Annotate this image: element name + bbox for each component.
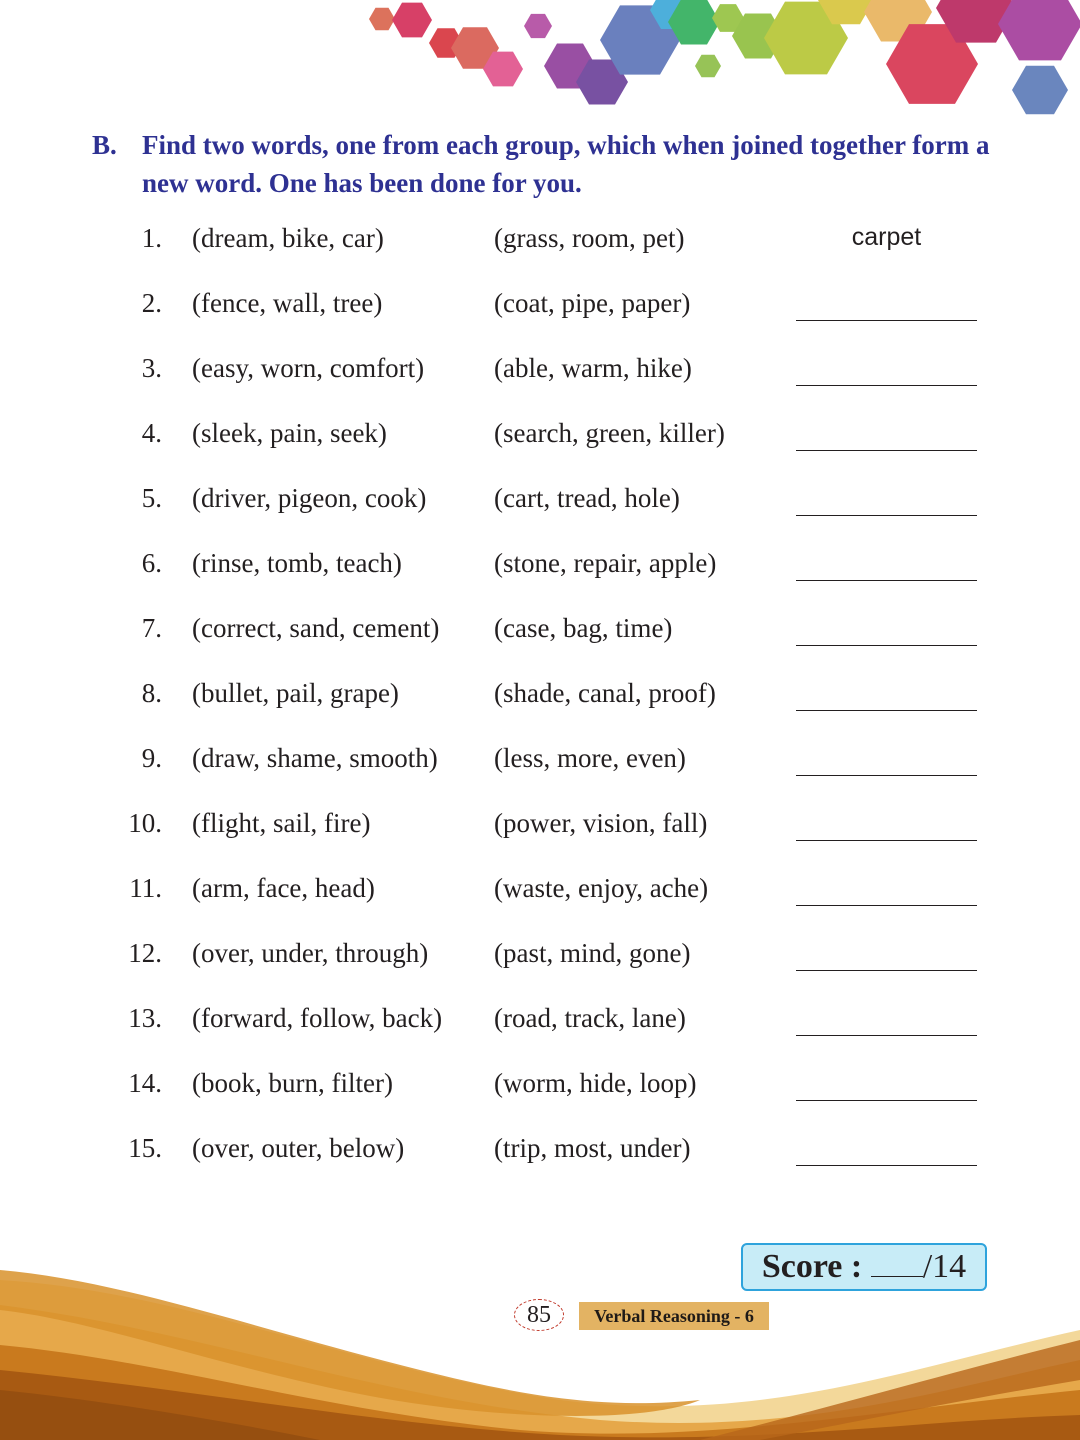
answer-blank[interactable] [796, 938, 977, 971]
word-group-1: (arm, face, head) [192, 873, 375, 903]
word-group-1: (draw, shame, smooth) [192, 743, 438, 773]
word-group-2: (grass, room, pet) [494, 223, 685, 253]
exercise-row [0, 1003, 1080, 1049]
word-group-2: (able, warm, hike) [494, 353, 692, 383]
hexagon-shape [392, 3, 432, 38]
answer-blank[interactable] [796, 613, 977, 646]
hexagon-shape [998, 0, 1080, 60]
answer-blank[interactable] [796, 808, 977, 841]
word-group-2: (trip, most, under) [494, 1133, 691, 1163]
row-number: 2. [141, 288, 162, 318]
exercise-row [0, 548, 1080, 594]
word-group-2: (road, track, lane) [494, 1003, 686, 1033]
book-title-tag: Verbal Reasoning - 6 [579, 1302, 769, 1330]
row-number: 7. [141, 613, 162, 643]
hexagon-shape [369, 8, 395, 31]
row-number: 11. [129, 873, 162, 903]
row-number: 3. [141, 353, 162, 383]
row-number: 1. [141, 223, 162, 253]
answer-blank[interactable] [796, 1003, 977, 1036]
exercise-row [0, 808, 1080, 854]
decorative-hexagon-banner [0, 0, 1080, 130]
answer-blank[interactable] [796, 548, 977, 581]
score-total: /14 [922, 1248, 967, 1285]
row-number: 8. [141, 678, 162, 708]
exercise-row [0, 938, 1080, 984]
word-group-2: (coat, pipe, paper) [494, 288, 691, 318]
word-group-1: (flight, sail, fire) [192, 808, 371, 838]
exercise-row [0, 873, 1080, 919]
word-group-1: (rinse, tomb, teach) [192, 548, 402, 578]
word-group-2: (less, more, even) [494, 743, 686, 773]
answer-blank[interactable] [796, 1133, 977, 1166]
word-group-1: (driver, pigeon, cook) [192, 483, 427, 513]
row-number: 4. [141, 418, 162, 448]
row-number: 12. [128, 938, 162, 968]
word-group-2: (stone, repair, apple) [494, 548, 717, 578]
word-group-1: (easy, worn, comfort) [192, 353, 425, 383]
word-group-1: (bullet, pail, grape) [192, 678, 399, 708]
hexagon-shape [524, 14, 552, 38]
exercise-row [0, 288, 1080, 334]
exercise-row [0, 223, 1080, 269]
score-blank[interactable] [871, 1246, 923, 1277]
row-number: 10. [128, 808, 162, 838]
exercise-row [0, 483, 1080, 529]
word-group-1: (book, burn, filter) [192, 1068, 393, 1098]
word-group-2: (cart, tread, hole) [494, 483, 680, 513]
word-group-2: (search, green, killer) [494, 418, 725, 448]
score-box [741, 1243, 987, 1291]
word-group-1: (sleek, pain, seek) [192, 418, 387, 448]
answer-example: carpet [851, 223, 922, 251]
answer-blank[interactable] [796, 288, 977, 321]
answer-blank[interactable] [796, 483, 977, 516]
answer-blank[interactable] [796, 418, 977, 451]
score-label: Score : [761, 1248, 863, 1285]
hexagon-shape [1012, 66, 1068, 114]
word-group-1: (over, under, through) [192, 938, 429, 968]
word-group-2: (past, mind, gone) [494, 938, 691, 968]
answer-blank[interactable] [796, 678, 977, 711]
word-group-2: (waste, enjoy, ache) [494, 873, 709, 903]
answer-blank[interactable] [796, 1068, 977, 1101]
word-group-2: (case, bag, time) [494, 613, 673, 643]
row-number: 6. [141, 548, 162, 578]
word-group-1: (forward, follow, back) [192, 1003, 443, 1033]
word-group-2: (power, vision, fall) [494, 808, 708, 838]
exercise-row [0, 678, 1080, 724]
exercise-row [0, 1068, 1080, 1114]
section-letter: B. [92, 130, 117, 160]
exercise-row [0, 613, 1080, 659]
exercise-row [0, 1133, 1080, 1179]
word-group-1: (over, outer, below) [192, 1133, 405, 1163]
hexagon-shape [695, 55, 721, 78]
word-group-1: (fence, wall, tree) [192, 288, 383, 318]
exercise-row [0, 353, 1080, 399]
instruction-text: Find two words, one from each group, which when joined together form a new word. One has been done for you. [142, 130, 990, 198]
word-group-2: (worm, hide, loop) [494, 1068, 697, 1098]
row-number: 15. [128, 1133, 162, 1163]
exercise-row [0, 743, 1080, 789]
word-group-1: (correct, sand, cement) [192, 613, 440, 643]
row-number: 13. [128, 1003, 162, 1033]
row-number: 5. [141, 483, 162, 513]
answer-blank[interactable] [796, 353, 977, 386]
exercise-row [0, 418, 1080, 464]
row-number: 14. [128, 1068, 162, 1098]
row-number: 9. [141, 743, 162, 773]
answer-blank[interactable] [796, 743, 977, 776]
word-group-1: (dream, bike, car) [192, 223, 384, 253]
word-group-2: (shade, canal, proof) [494, 678, 716, 708]
page-number: 85 [514, 1299, 564, 1331]
answer-blank[interactable] [796, 873, 977, 906]
